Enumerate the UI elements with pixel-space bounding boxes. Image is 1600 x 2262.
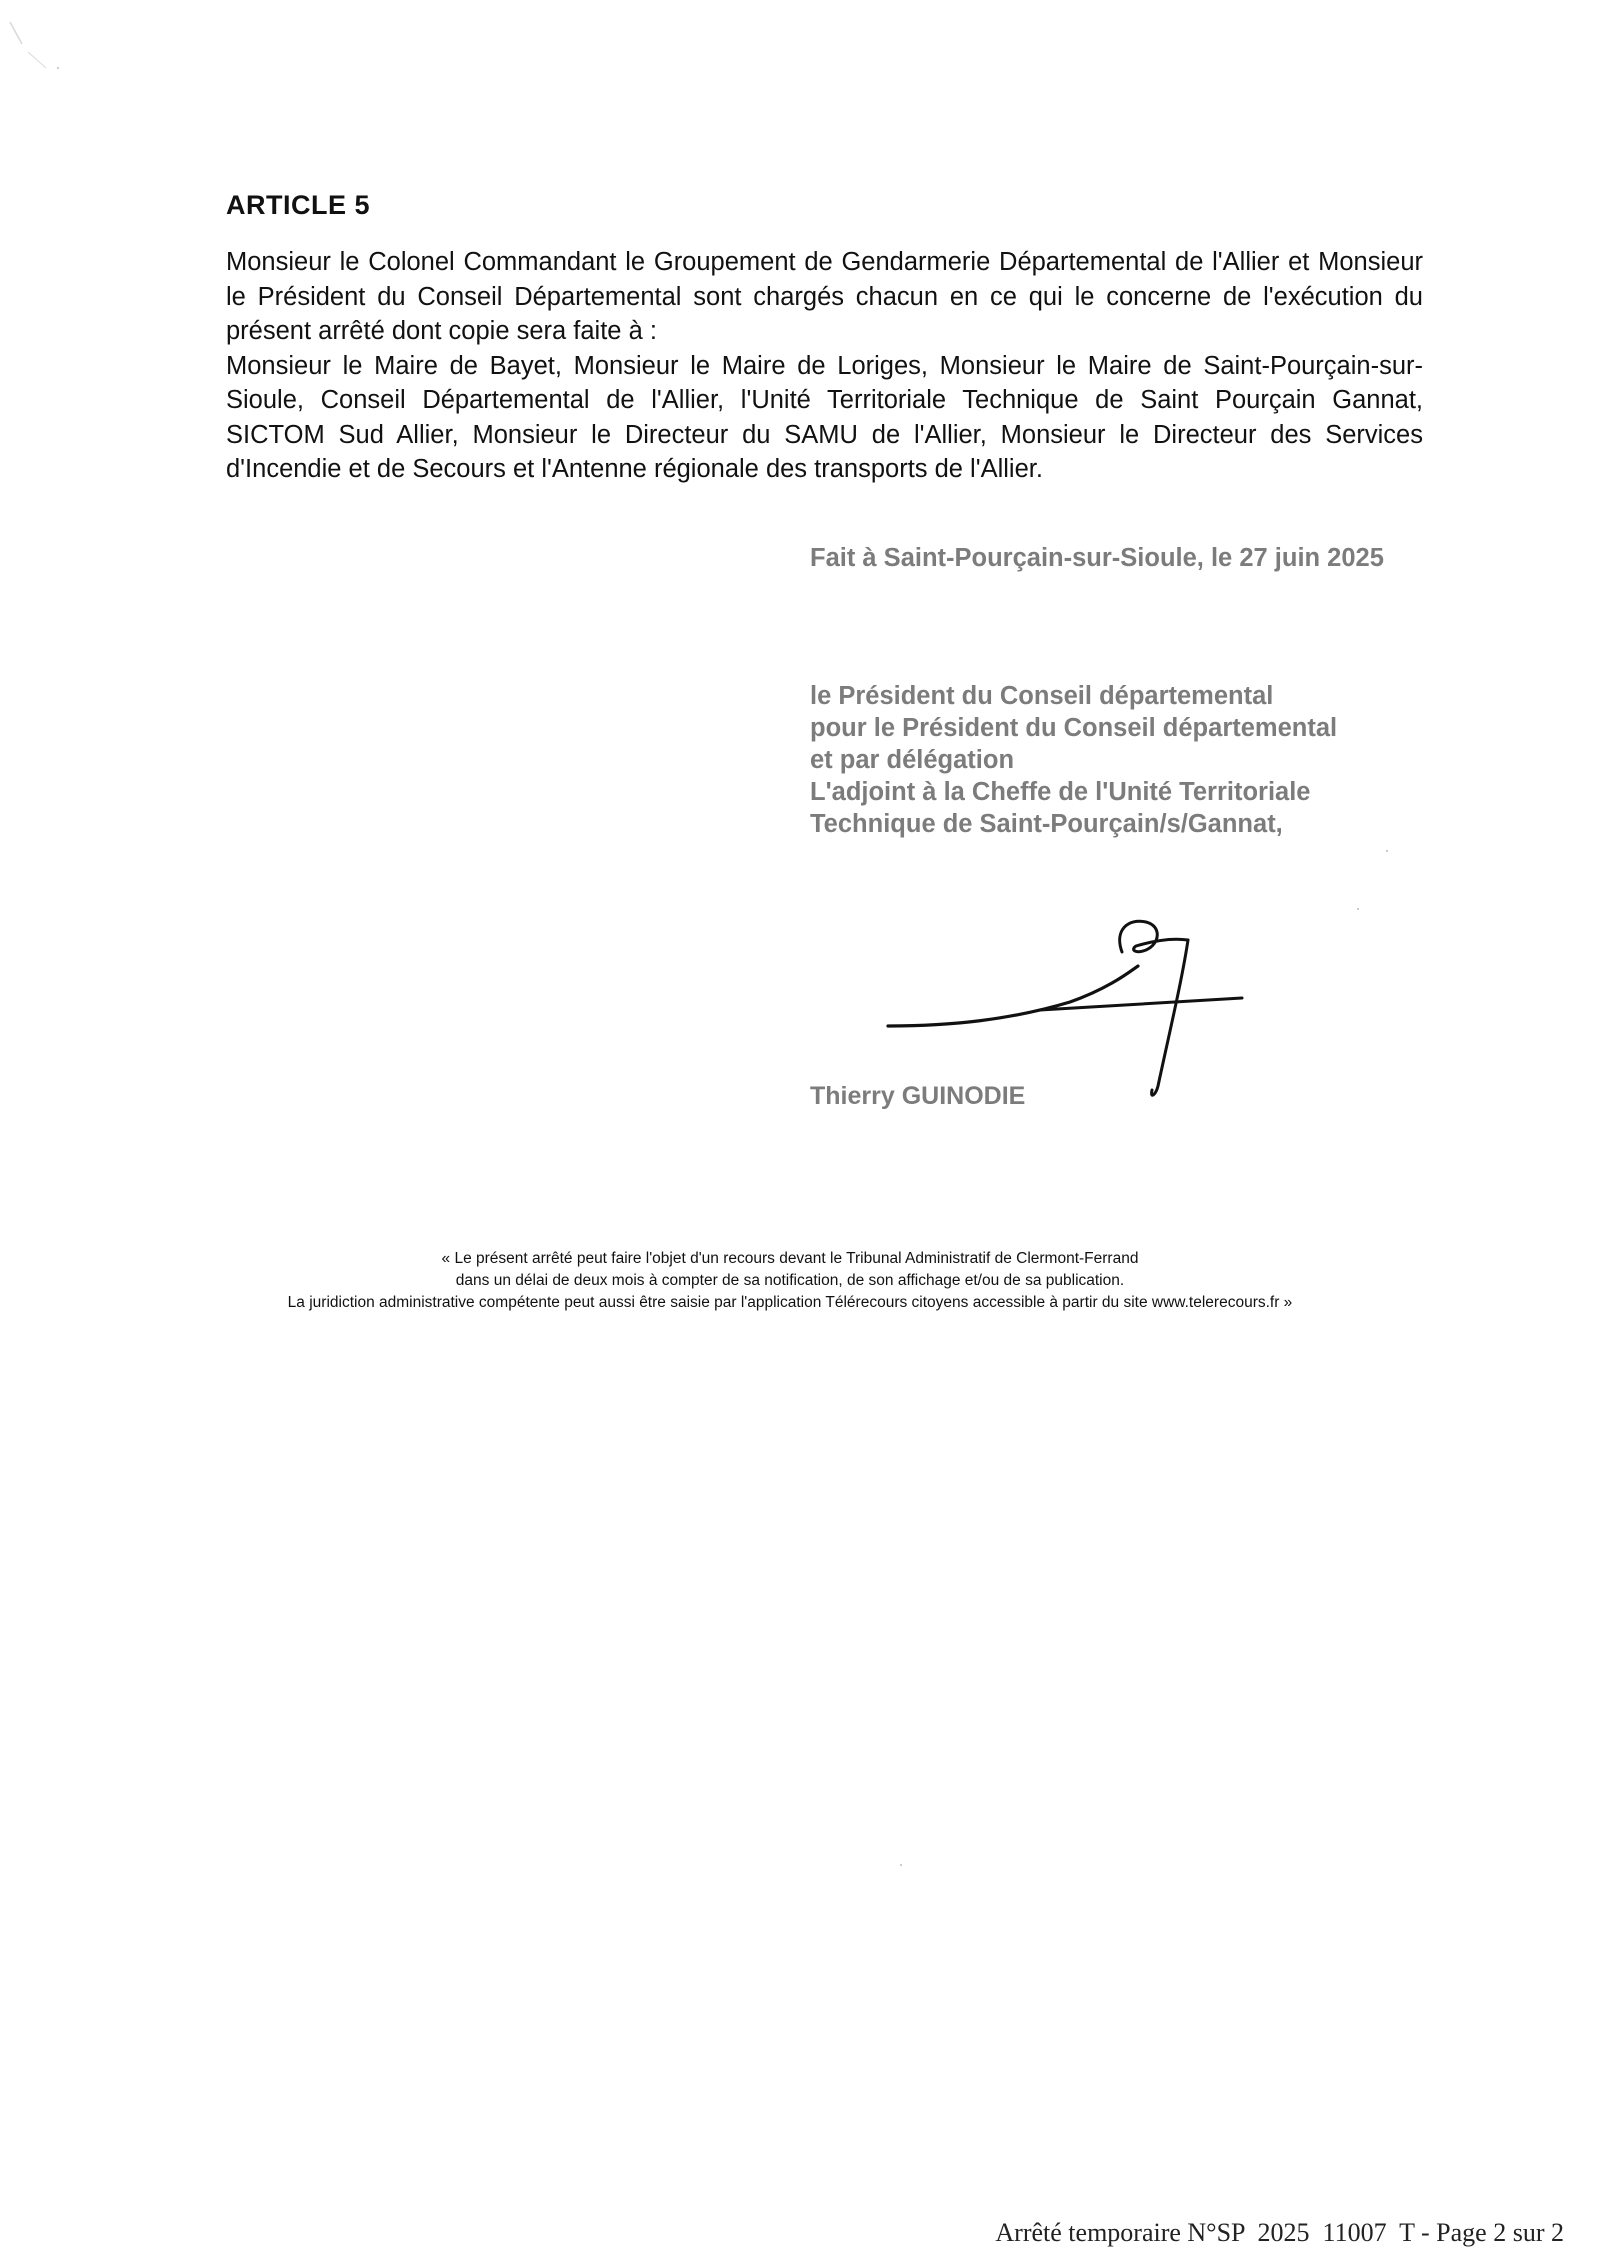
article-recipients: Monsieur le Maire de Bayet, Monsieur le Maire de Loriges, Monsieur le Maire de Saint-Pourçain-sur-Sioule, Conseil Départemental de l'Allier, l'Unité Territoriale Technique de Saint Pourçain Gannat, SICTOM Sud Allier, Monsieur le Directeur du SAMU de l'Allier, Monsieur le Directeur des Services d'Incendie et de Secours et l'Antenne régionale des transports de l'Allier. [226, 351, 1423, 483]
scan-artifact-mark [6, 16, 64, 76]
scan-speck [1386, 850, 1388, 852]
legal-notice-line: « Le présent arrêté peut faire l'objet d'un recours devant le Tribunal Administratif de Clermont-Ferrand [441, 1250, 1139, 1267]
signatory-line: L'adjoint à la Cheffe de l'Unité Territoriale [810, 778, 1311, 806]
signatory-block [810, 680, 1450, 840]
signatory-line: Technique de Saint-Pourçain/s/Gannat, [810, 810, 1283, 838]
scan-speck [1357, 908, 1359, 910]
article-heading: ARTICLE 5 [226, 190, 371, 220]
legal-notice-line: La juridiction administrative compétente peut aussi être saisie par l'application Télérecours citoyens accessible à partir du site www.telerecours.fr » [287, 1294, 1293, 1311]
scan-speck [900, 1864, 902, 1866]
signatory-line: le Président du Conseil départemental [810, 682, 1274, 710]
signatory-line: et par délégation [810, 746, 1015, 774]
legal-recourse-notice [200, 1248, 1380, 1314]
article-body [226, 245, 1423, 487]
legal-notice-line: dans un délai de deux mois à compter de sa notification, de son affichage et/ou de sa publication. [455, 1272, 1125, 1289]
document-reference-footer: Arrêté temporaire N°SP 2025 11007 T - Page 2 sur 2 [995, 2218, 1564, 2247]
article-paragraph: Monsieur le Colonel Commandant le Groupement de Gendarmerie Départemental de l'Allier et Monsieur le Président du Conseil Départemental sont chargés chacun en ce qui le concerne de l'exécution du présent arrêté dont copie sera faite à : [226, 248, 1423, 345]
signatory-line: pour le Président du Conseil départemental [810, 714, 1338, 742]
place-and-date: Fait à Saint-Pourçain-sur-Sioule, le 27 juin 2025 [810, 544, 1384, 572]
signer-name: Thierry GUINODIE [810, 1082, 1026, 1110]
